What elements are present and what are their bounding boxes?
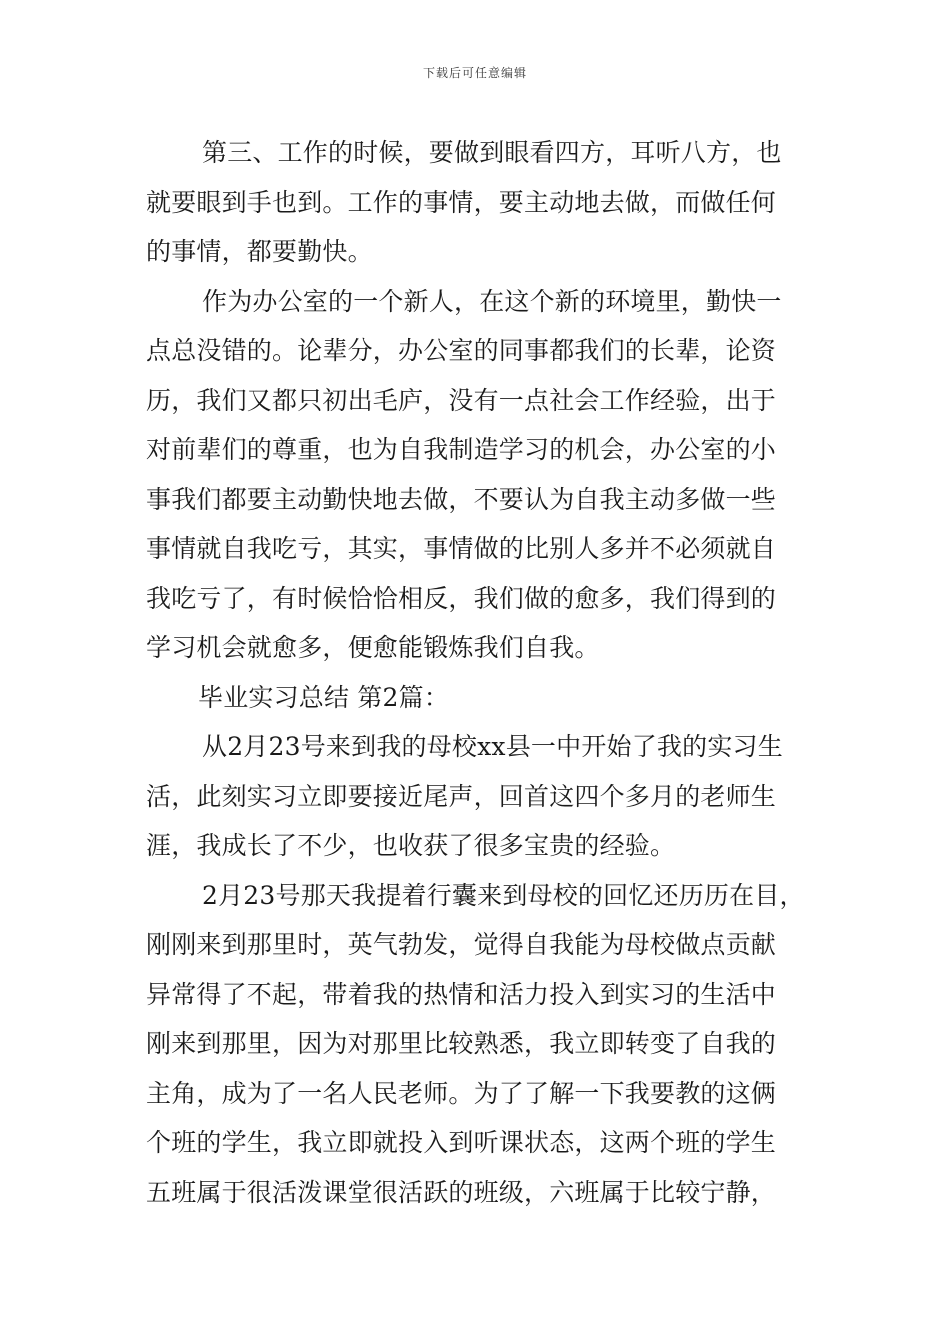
text-line: 主角，成为了一名人民老师。为了了解一下我要教的这俩 — [146, 1078, 777, 1108]
text-line: 就要眼到手也到。工作的事情，要主动地去做，而做任何 — [146, 187, 777, 217]
text-line: 点总没错的。论辈分，办公室的同事都我们的长辈，论资 — [146, 336, 777, 365]
text-line: 作为办公室的一个新人，在这个新的环境里，勤快一 — [202, 286, 782, 316]
text-line: 对前辈们的尊重，也为自我制造学习的机会，办公室的小 — [146, 435, 777, 464]
text-line: 的事情，都要勤快。 — [146, 237, 373, 266]
text-line: 刚来到那里，因为对那里比较熟悉，我立即转变了自我的 — [146, 1029, 777, 1058]
page-header: 下载后可任意编辑 — [422, 66, 527, 80]
text-line: 五班属于很活泼课堂很活跃的班级，六班属于比较宁静， — [146, 1177, 777, 1207]
document-body — [146, 128, 814, 1217]
text-line: 事情就自我吃亏，其实，事情做的比别人多并不必须就自 — [146, 534, 777, 563]
text-line: 异常得了不起，带着我的热情和活力投入到实习的生活中 — [146, 979, 777, 1009]
text-line: 学习机会就愈多，便愈能锻炼我们自我。 — [146, 633, 600, 662]
text-line: 刚刚来到那里时，英气勃发，觉得自我能为母校做点贡献 — [146, 930, 777, 959]
text-line: 第三、工作的时候，要做到眼看四方，耳听八方，也 — [202, 138, 782, 167]
text-line: 我吃亏了，有时候恰恰相反，我们做的愈多，我们得到的 — [146, 583, 777, 613]
text-line: 历，我们又都只初出毛庐，没有一点社会工作经验，出于 — [146, 385, 777, 415]
text-line: 个班的学生，我立即就投入到听课状态，这两个班的学生 — [146, 1128, 777, 1157]
text-line: 涯，我成长了不少，也收获了很多宝贵的经验。 — [146, 831, 676, 860]
text-line: 2月23号那天我提着行囊来到母校的回忆还历历在目， — [202, 880, 805, 910]
text-line: 活，此刻实习立即要接近尾声，回首这四个多月的老师生 — [146, 781, 777, 811]
section-heading: 毕业实习总结 第2篇： — [198, 682, 450, 712]
text-line: 事我们都要主动勤快地去做，不要认为自我主动多做一些 — [146, 484, 777, 514]
text-line: 从2月23号来到我的母校xx县一中开始了我的实习生 — [202, 732, 783, 761]
